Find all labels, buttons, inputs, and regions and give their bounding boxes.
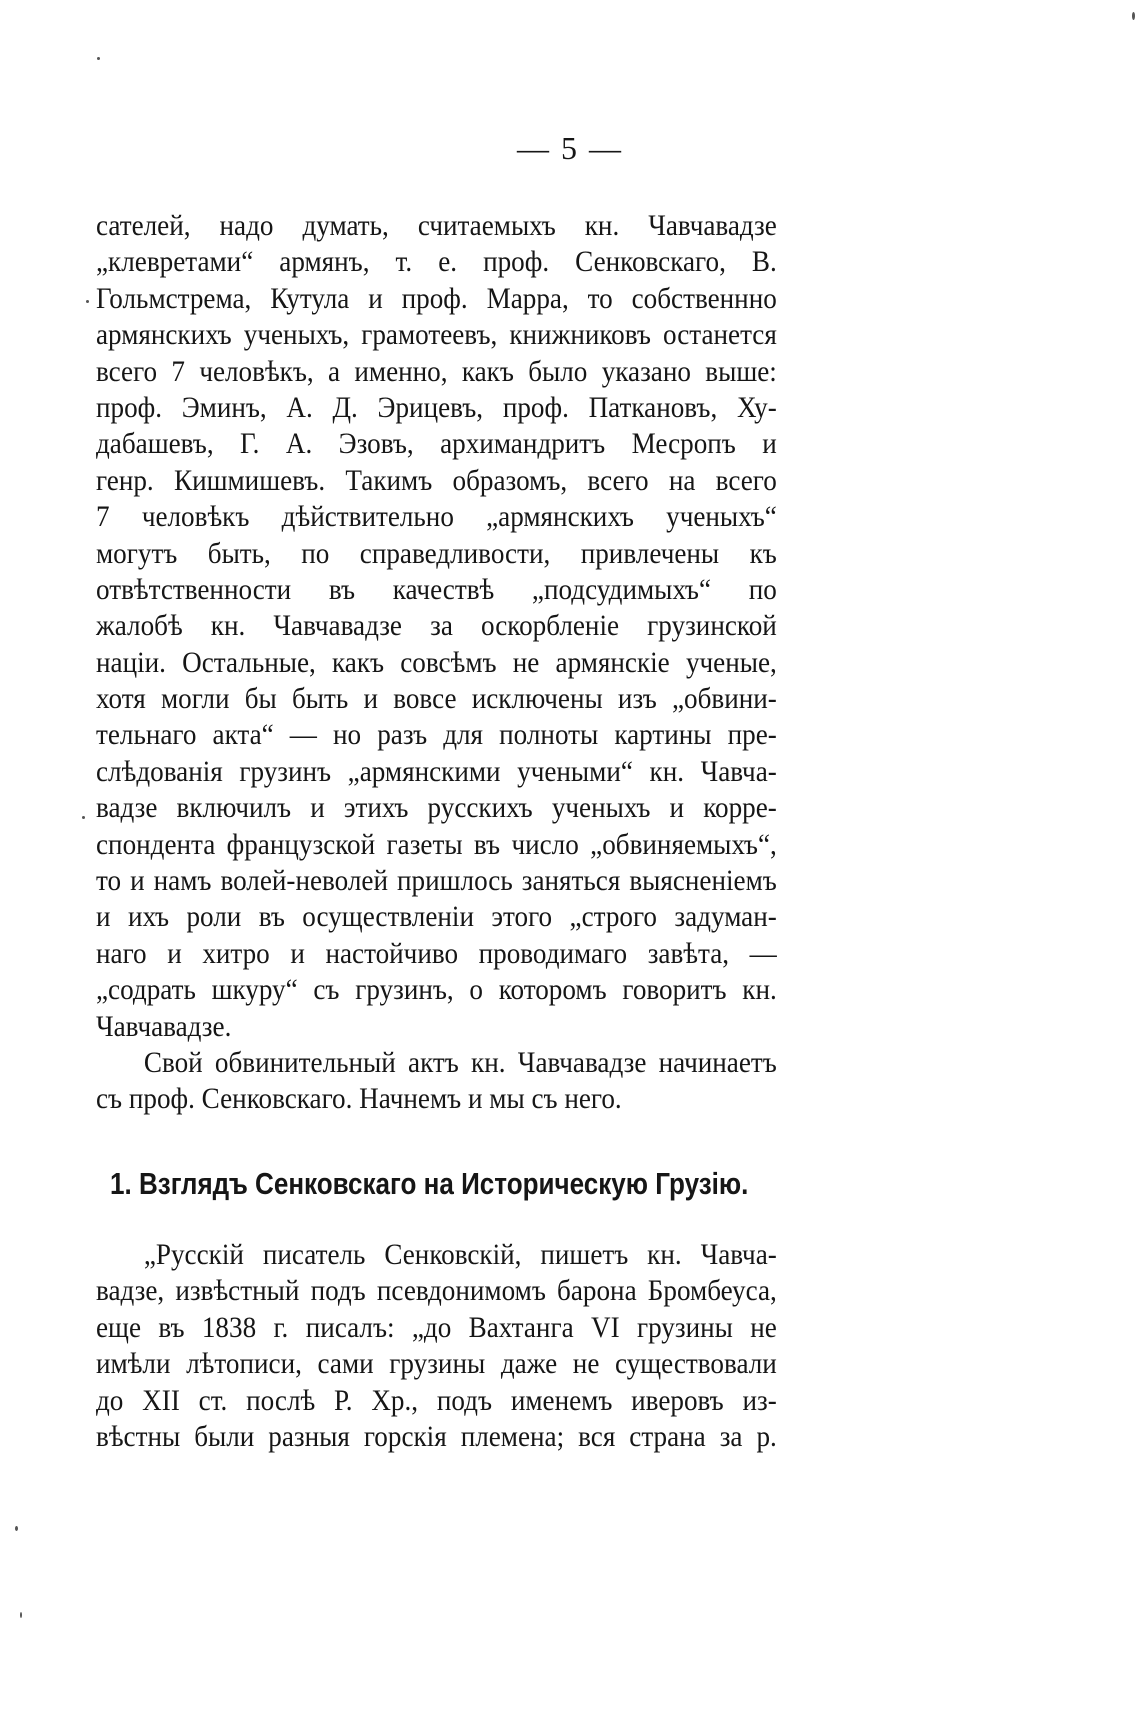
- text-line: съ проф. Сенковскаго. Начнемъ и мы съ него.: [96, 1083, 622, 1116]
- text-line: спондента французской газеты въ число „обвиняемыхъ“,: [96, 828, 777, 861]
- text-line: всего 7 человѣкъ, а именно, какъ было указано выше:: [96, 355, 777, 388]
- section-heading: 1. Взглядъ Сенковскаго на Историческую Грузію.: [110, 1166, 749, 1201]
- scan-speck: [20, 1612, 22, 1618]
- text-line: „содрать шкуру“ съ грузинъ, о которомъ говоритъ кн.: [96, 974, 777, 1007]
- scan-speck: [1132, 12, 1135, 20]
- text-line: вадзе, извѣстный подъ псевдонимомъ барона Бромбеуса,: [96, 1275, 777, 1308]
- text-line: Свой обвинительный актъ кн. Чавчавадзе начинаетъ: [143, 1046, 777, 1079]
- text-line: и ихъ роли въ осуществленіи этого „строго задуман-: [96, 901, 777, 934]
- scan-speck: [82, 816, 85, 819]
- scan-speck: [86, 300, 89, 303]
- text-line: вѣстны были разныя горскія племена; вся страна за р.: [96, 1420, 777, 1453]
- text-line: имѣли лѣтописи, сами грузины даже не существовали: [96, 1348, 777, 1381]
- body-text-bottom: [96, 1237, 777, 1455]
- text-line: еще въ 1838 г. писалъ: „до Вахтанга VI грузины не: [96, 1311, 777, 1344]
- text-line: жалобѣ кн. Чавчавадзе за оскорбленіе грузинской: [96, 610, 777, 643]
- text-line: 7 человѣкъ дѣйствительно „армянскихъ ученыхъ“: [96, 501, 777, 534]
- text-line: могутъ быть, по справедливости, привлечены къ: [96, 537, 777, 570]
- text-line: хотя могли бы быть и вовсе исключены изъ „обвини-: [96, 683, 777, 716]
- text-line: наго и хитро и настойчиво проводимаго завѣта, —: [96, 937, 777, 970]
- text-line: вадзе включилъ и этихъ русскихъ ученыхъ и корре-: [96, 792, 777, 825]
- text-line: то и намъ волей-неволей пришлось заняться выясненіемъ: [96, 865, 777, 898]
- text-line: дабашевъ, Г. А. Эзовъ, архимандритъ Месропъ и: [96, 428, 777, 461]
- text-line: „Русскій писатель Сенковскій, пишетъ кн. Чавча-: [143, 1239, 777, 1271]
- text-line: тельнаго акта“ — но разъ для полноты картины пре-: [96, 719, 777, 752]
- text-line: слѣдованія грузинъ „армянскими учеными“ кн. Чавча-: [96, 755, 777, 788]
- scan-speck: [97, 57, 100, 60]
- text-line: проф. Эминъ, А. Д. Эрицевъ, проф. Паткановъ, Ху-: [96, 391, 777, 424]
- text-line: Чавчавадзе.: [96, 1010, 232, 1043]
- page-number: — 5 —: [517, 130, 623, 166]
- text-line: „клевретами“ армянъ, т. е. проф. Сенковскаго, В.: [96, 246, 777, 279]
- text-line: генр. Кишмишевъ. Такимъ образомъ, всего на всего: [96, 464, 777, 497]
- text-line: націи. Остальные, какъ совсѣмъ не армянскіе ученые,: [96, 646, 777, 679]
- text-line: отвѣтственности въ качествѣ „подсудимыхъ“ по: [96, 573, 777, 606]
- text-line: сателей, надо думать, считаемыхъ кн. Чавчавадзе: [96, 210, 777, 242]
- text-line: армянскихъ ученыхъ, грамотеевъ, книжниковъ останется: [96, 319, 777, 352]
- scan-speck: [15, 1526, 18, 1531]
- text-line: до XII ст. послѣ Р. Хр., подъ именемъ иверовъ из-: [96, 1384, 777, 1417]
- text-line: Гольмстрема, Кутула и проф. Марра, то собственнно: [96, 282, 777, 315]
- body-text-top: [96, 208, 777, 1118]
